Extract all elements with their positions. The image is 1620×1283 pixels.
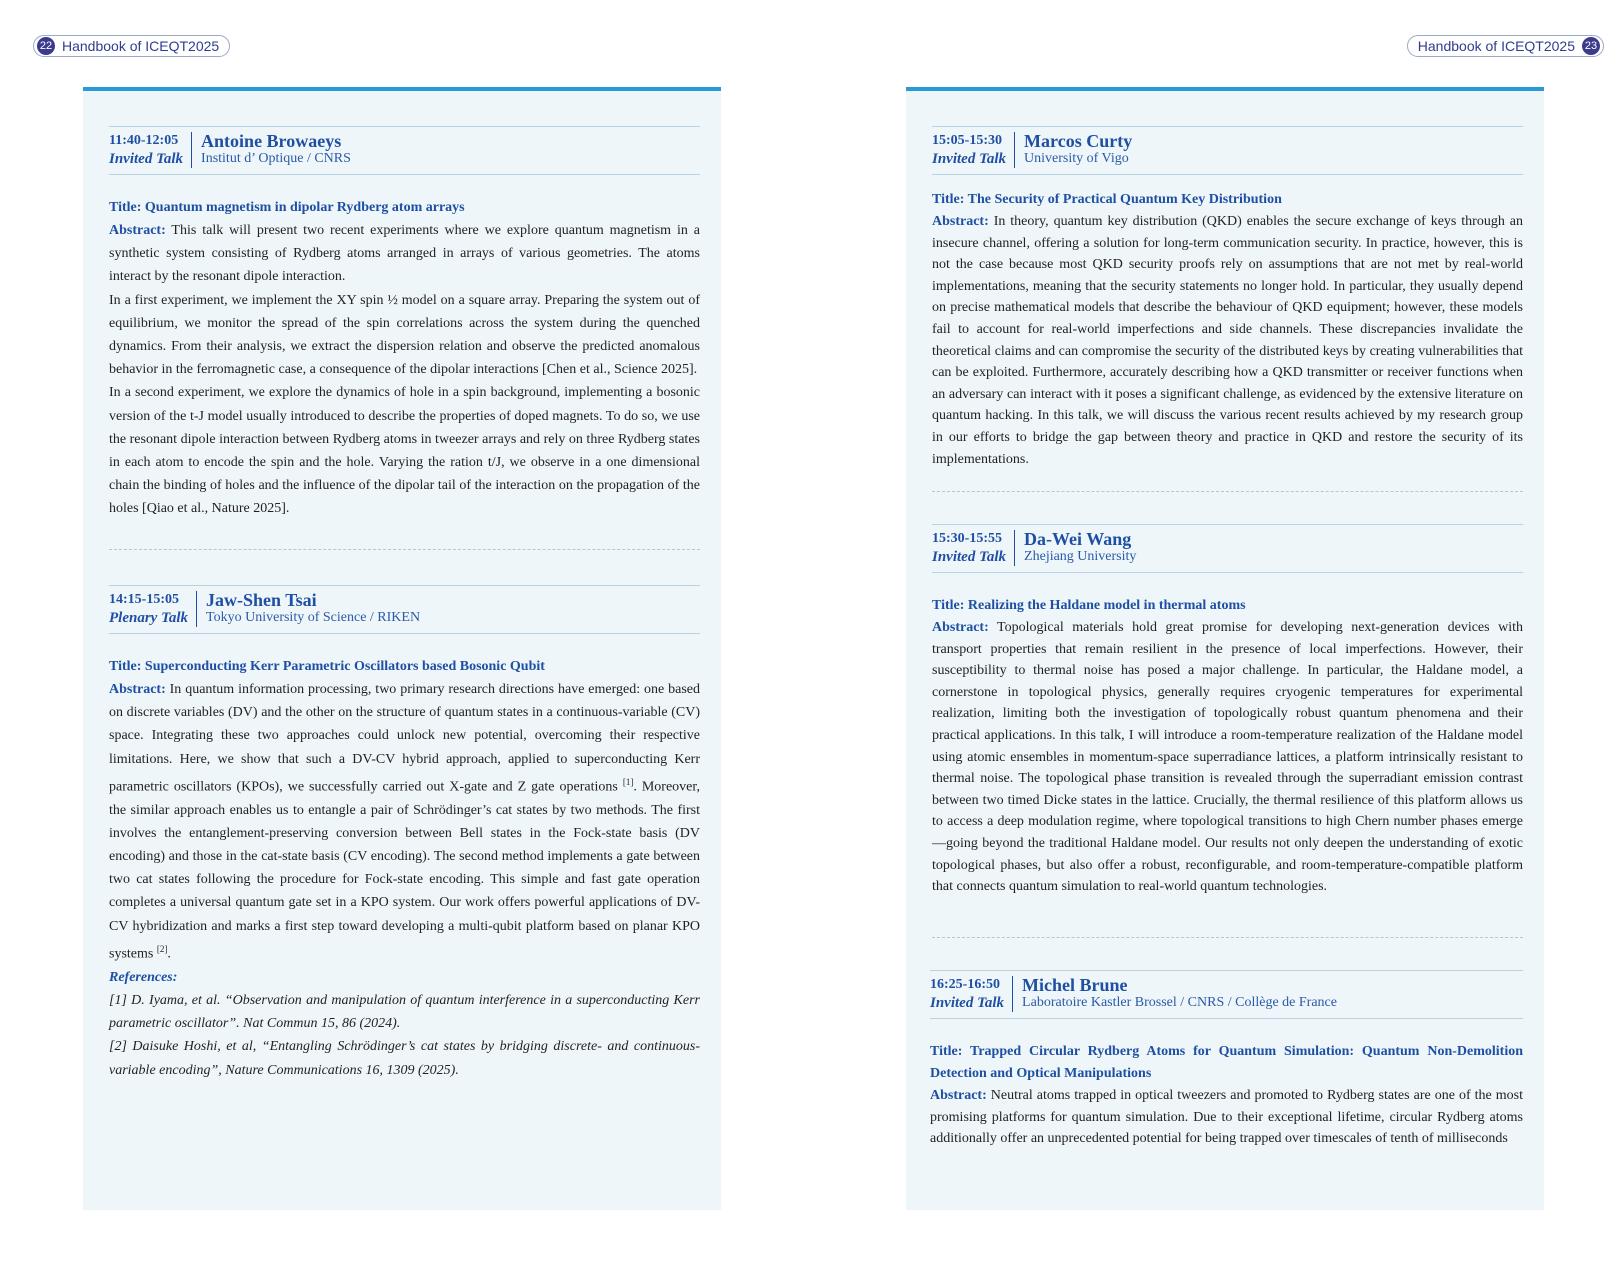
page-number-badge: 23 xyxy=(1582,37,1600,55)
talk-title: Title: Realizing the Haldane model in thermal atoms xyxy=(932,598,1246,613)
talk-divider xyxy=(109,549,700,550)
reference-item: [1] D. Iyama, et al. “Observation and manipulation of quantum interference in a superconducting Kerr parametric oscillator”. Nat Commun 15, 86 (2024). xyxy=(109,992,700,1032)
speaker-affiliation: University of Vigo xyxy=(1024,151,1129,166)
abstract-text: . Moreover, the similar approach enables us to entangle a pair of Schrödinger’s cat states by two methods. The first involves the entanglement-preserving conversion between Bell states in the Fock-state basis (DV encoding) and those in the cat-state basis (CV encoding). The second method implements a gate between two cat states following the procedure for Fock-state encoding. This simple and fast gate operation completes a universal quantum gate set in a KPO system. Our work offers powerful applications of DV-CV hybridization and marks a first step toward developing a multi-qubit platform based on planar KPO systems xyxy=(109,779,700,962)
talk-entry xyxy=(109,585,700,1082)
handbook-title: Handbook of ICEQT2025 xyxy=(1417,38,1575,54)
page-header-right xyxy=(1407,35,1604,57)
talk-header xyxy=(109,126,700,175)
citation-marker: [2] xyxy=(156,943,168,954)
abstract-text: This talk will present two recent experiments where we explore quantum magnetism in a synthetic system consisting of Rydberg atoms arranged in arrays of various geometries. The atoms interact by the resonant dipole interaction. xyxy=(109,223,700,285)
talk-abstract xyxy=(109,678,700,1082)
abstract-text: Topological materials hold great promise for developing next-generation devices with transport properties that remain resilient in the presence of local imperfections. However, their susceptibility to thermal noise has posed a major challenge. In particular, the Haldane model, a cornerstone in topological physics, generally requires cryogenic temperatures for experimental realization, limiting both the investigation of topologically robust quantum phenomena and their practical applications. In this talk, I will introduce a room-temperature realization of the Haldane model using atomic ensembles in momentum-space superradiance lattices, a platform intrinsically resistant to thermal noise. The topological phase transition is revealed through the superradiant emission contrast between two timed Dicke states in the lattice. Crucially, the thermal resilience of this platform allows us to access a deep modulation regime, where topological transitions to high Chern number phases emerge—going beyond the traditional Haldane model. Our results not only deepen the understanding of exotic topological phases, but also offer a robust, reconfigurable, and room-temperature-compatible platform that connects quantum simulation to real-world quantum technologies. xyxy=(932,620,1523,895)
talk-time: 15:30-15:55 xyxy=(932,531,1002,546)
page-header-left xyxy=(33,35,230,57)
references-label: References: xyxy=(109,969,178,985)
speaker-name: Marcos Curty xyxy=(1024,131,1133,151)
talk-divider xyxy=(932,491,1523,492)
speaker-name: Antoine Browaeys xyxy=(201,131,342,151)
left-page-panel xyxy=(83,87,721,1210)
talk-entry xyxy=(109,126,700,521)
talk-title: Title: Trapped Circular Rydberg Atoms for Quantum Simulation: Quantum Non-Demolition Detection and Optical Manipulations xyxy=(930,1044,1523,1081)
talk-abstract xyxy=(930,1085,1523,1150)
reference-item: [2] Daisuke Hoshi, et al, “Entangling Schrödinger’s cat states by bridging discrete- and continuous-variable encoding”, Nature Communications 16, 1309 (2025). xyxy=(109,1039,700,1078)
talk-entry xyxy=(932,524,1523,898)
abstract-text: In theory, quantum key distribution (QKD) enables the secure exchange of keys through an insecure channel, offering a solution for long-term communication security. In practice, however, this is not the case because most QKD security proofs rely on assumptions that are not met by real-world implementations, meaning that the security statements no longer hold. In particular, they usually depend on precise mathematical models that describe the behaviour of QKD equipment; however, these models fail to account for real-world imperfections and side channels. These discrepancies invalidate the theoretical claims and can compromise the security of the distributed keys by creating vulnerabilities that can be exploited. Furthermore, accurately describing how a QKD transmitter or receiver functions when an adversary can interact with it poses a significant challenge, as evidenced by the extensive literature on quantum hacking. In this talk, we will discuss the various recent results achieved by my research group in our efforts to bridge the gap between theory and practice in QKD and restore the security of its implementations. xyxy=(932,214,1523,467)
talk-time: 11:40-12:05 xyxy=(109,133,179,148)
page-number-badge: 22 xyxy=(37,37,55,55)
talk-header xyxy=(109,585,700,634)
talk-time: 14:15-15:05 xyxy=(109,592,179,607)
talk-entry xyxy=(932,126,1523,470)
abstract-label: Abstract: xyxy=(932,620,989,635)
talk-type: Invited Talk xyxy=(932,151,1007,167)
talk-type: Plenary Talk xyxy=(109,610,189,626)
abstract-text: Neutral atoms trapped in optical tweezers and promoted to Rydberg states are one of the most promising platforms for quantum simulation. Due to their exceptional lifetime, circular Rydberg atoms additionally offer an unprecedented potential for being trapped over timescales of tenth of milliseconds xyxy=(930,1088,1523,1147)
speaker-affiliation: Zhejiang University xyxy=(1024,549,1137,564)
talk-abstract xyxy=(109,219,700,521)
talk-title: Title: Superconducting Kerr Parametric Oscillators based Bosonic Qubit xyxy=(109,659,545,674)
abstract-label: Abstract: xyxy=(109,682,166,697)
talk-header xyxy=(932,126,1523,175)
talk-entry xyxy=(930,970,1523,1150)
talk-title: Title: Quantum magnetism in dipolar Rydberg atom arrays xyxy=(109,200,465,215)
speaker-name: Michel Brune xyxy=(1022,975,1128,995)
talk-abstract xyxy=(932,617,1523,898)
right-page-panel xyxy=(906,87,1544,1210)
talk-time: 15:05-15:30 xyxy=(932,133,1002,148)
talk-title: Title: The Security of Practical Quantum Key Distribution xyxy=(932,192,1282,207)
speaker-affiliation: Tokyo University of Science / RIKEN xyxy=(206,610,421,625)
talk-type: Invited Talk xyxy=(932,549,1007,565)
citation-marker: [1] xyxy=(622,776,634,787)
handbook-title: Handbook of ICEQT2025 xyxy=(62,38,220,54)
abstract-paragraph: In a first experiment, we implement the XY spin ½ model on a square array. Preparing the system out of equilibrium, we monitor the spread of the spin correlations across the system during the quenched dynamics. From their analysis, we extract the dispersion relation and observe the predicted anomalous behavior in the ferromagnetic case, a consequence of the dipolar interactions [Chen et al., Science 2025]. xyxy=(109,292,700,378)
abstract-label: Abstract: xyxy=(930,1088,987,1103)
talk-type: Invited Talk xyxy=(109,151,184,167)
abstract-text: . xyxy=(167,946,171,962)
talk-abstract xyxy=(932,211,1523,470)
talk-time: 16:25-16:50 xyxy=(930,977,1000,992)
talk-header xyxy=(930,970,1523,1019)
abstract-paragraph: In a second experiment, we explore the dynamics of hole in a spin background, implementing a bosonic version of the t-J model usually introduced to describe the properties of doped magnets. To do so, we use the resonant dipole interaction between Rydberg atoms in tweezer arrays and rely on three Rydberg states in each atom to encode the spin and the hole. Varying the ration t/J, we observe in a one dimensional chain the binding of holes and the influence of the dipolar tail of the interaction on the propagation of the holes [Qiao et al., Nature 2025]. xyxy=(109,385,700,517)
abstract-text: In quantum information processing, two primary research directions have emerged: one based on discrete variables (DV) and the other on the structure of quantum states in a continuous-variable (CV) space. Integrating these two approaches could unlock new potential, overcoming their respective limitations. Here, we show that such a DV-CV hybrid approach, applied to superconducting Kerr parametric oscillators (KPOs), we successfully carried out X-gate and Z gate operations xyxy=(109,682,700,795)
speaker-name: Da-Wei Wang xyxy=(1024,529,1132,549)
speaker-affiliation: Institut d’ Optique / CNRS xyxy=(201,151,351,166)
abstract-label: Abstract: xyxy=(932,214,989,229)
speaker-name: Jaw-Shen Tsai xyxy=(206,590,317,610)
talk-divider xyxy=(932,937,1523,938)
speaker-affiliation: Laboratoire Kastler Brossel / CNRS / Collège de France xyxy=(1022,995,1337,1010)
abstract-label: Abstract: xyxy=(109,223,166,238)
talk-header xyxy=(932,524,1523,573)
talk-type: Invited Talk xyxy=(930,995,1005,1011)
